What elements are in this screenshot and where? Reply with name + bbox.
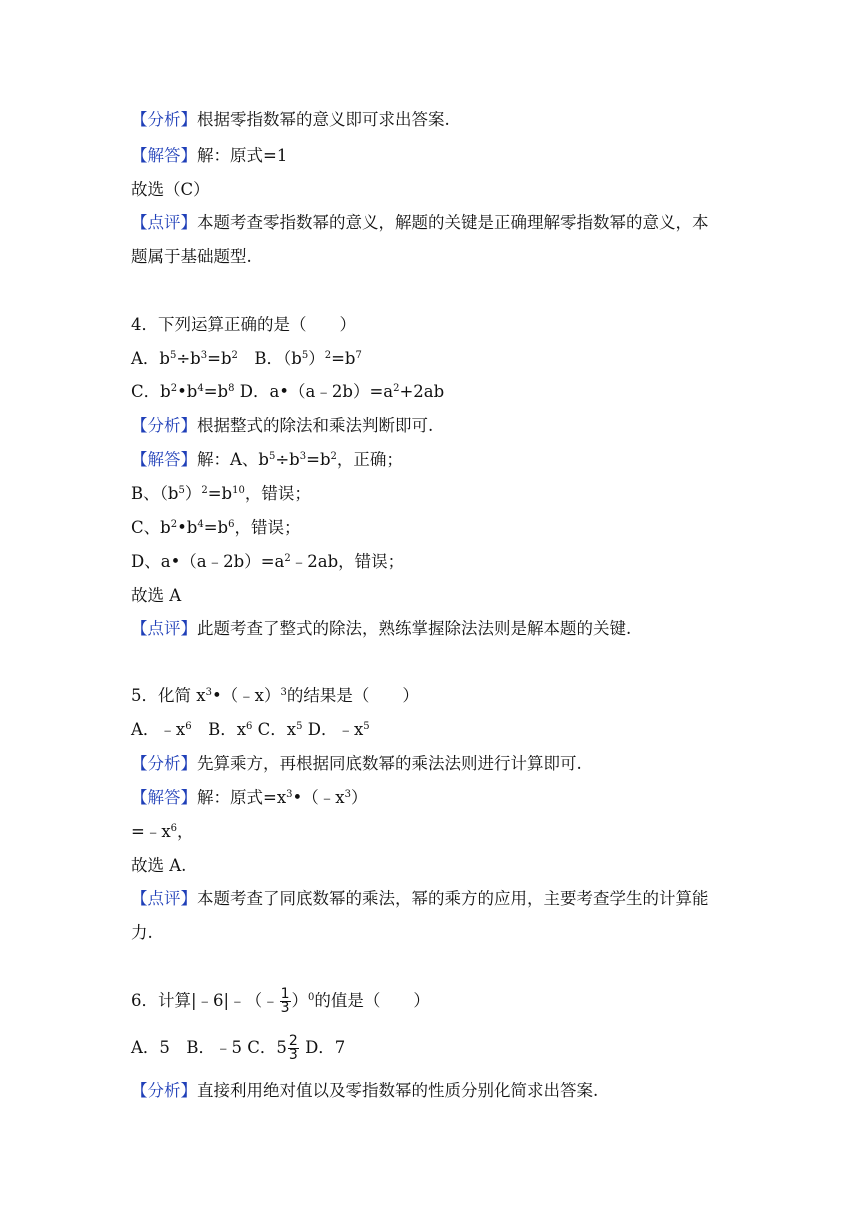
text-run: ﹣2ab，错误； [290,552,405,571]
analysis-line [131,753,582,775]
text-run: =b [306,450,331,469]
question-4-stem [131,314,356,336]
text-run: =﹣x [131,822,171,841]
superscript: 2 [231,350,238,361]
superscript: 6 [170,823,178,834]
fraction-numerator: 2 [288,1033,298,1049]
answer-step [131,517,301,539]
superscript: 2 [330,451,337,462]
superscript: 2 [170,519,178,530]
comment-line [131,618,631,640]
text-run: D．7 [299,1038,346,1057]
text-run: 力. [131,923,153,942]
superscript: 2 [324,350,332,361]
fraction-denominator: 3 [280,1000,290,1016]
superscript: 6 [185,721,192,732]
fraction [280,988,291,1015]
answer-step [131,821,194,843]
comment-tag: 【点评】 [131,213,197,232]
fraction-numerator: 1 [280,986,290,1002]
question-4-options-ab [131,348,362,370]
analysis-tag: 【分析】 [131,110,197,129]
text-run: =b [207,349,232,368]
text-run: 5．化简 x [131,686,206,705]
text-run: 6．计算|﹣6|﹣（﹣ [131,991,279,1010]
text-run: 先算乘方，再根据同底数幂的乘法法则进行计算即可. [197,754,582,773]
choice-line [131,855,186,877]
text-run: =b [203,382,229,401]
answer-line [131,145,287,167]
answer-tag: 【解答】 [131,146,197,165]
comment-tag: 【点评】 [131,889,197,908]
superscript: 5 [301,350,309,361]
text-run: =b [207,484,233,503]
superscript: 2 [284,553,291,564]
text-run: ） [184,484,202,503]
superscript: 5 [268,451,276,462]
fraction-denominator: 3 [288,1047,298,1063]
text-run: 根据零指数幂的意义即可求出答案. [197,110,450,129]
choice-line [131,179,210,201]
superscript: 10 [232,485,245,496]
analysis-tag: 【分析】 [131,416,197,435]
superscript: 3 [344,789,351,800]
question-4-options-cd [131,381,444,403]
text-run: 故选（C） [131,180,210,199]
answer-line [131,787,367,809]
superscript: 7 [355,350,362,361]
answer-tag: 【解答】 [131,788,197,807]
text-run: C、b [131,518,171,537]
text-run: 根据整式的除法和乘法判断即可. [197,416,434,435]
text-run: B．（b [237,349,302,368]
comment-tag: 【点评】 [131,619,197,638]
text-run: 解：A、b [197,450,269,469]
comment-continuation [131,246,252,268]
text-run: ÷b [176,349,201,368]
text-run: 解：原式=x [197,788,287,807]
text-run: ，正确； [336,450,403,469]
superscript: 5 [363,721,370,732]
analysis-line [131,1080,598,1102]
comment-line [131,212,709,234]
text-run: 本题考查零指数幂的意义，解题的关键是正确理解零指数幂的意义，本 [197,213,709,232]
text-run: A．5 B．﹣5 C．5 [131,1038,287,1057]
superscript: 5 [169,350,177,361]
text-run: ，错误； [234,518,301,537]
text-run: D．﹣x [302,720,364,739]
comment-line [131,888,709,910]
text-run: 4．下列运算正确的是（ ） [131,315,356,334]
answer-tag: 【解答】 [131,450,197,469]
text-run: ） [308,349,325,368]
text-run: ） [291,991,309,1010]
superscript: 3 [286,789,293,800]
text-run: B．x [191,720,247,739]
comment-continuation [131,922,153,944]
superscript: 2 [393,383,400,394]
text-run: ， [177,822,194,841]
text-run: •（﹣x [292,788,345,807]
text-run: 的结果是（ ） [286,686,419,705]
superscript: 3 [200,350,208,361]
analysis-tag: 【分析】 [131,754,197,773]
superscript: 2 [201,485,208,496]
text-run: 此题考查了整式的除法，熟练掌握除法法则是解本题的关键. [197,619,632,638]
superscript: 6 [228,519,235,530]
superscript: 3 [280,687,287,698]
text-run: D．a•（a﹣2b）=a [234,382,394,401]
choice-line [131,585,181,607]
superscript: 3 [205,687,212,698]
text-run: A．b [131,349,170,368]
text-run: ，错误； [244,484,311,503]
question-6-options [131,1035,345,1062]
text-run: 解：原式=1 [197,146,288,165]
text-run: C．b [131,382,171,401]
text-run: •b [177,382,198,401]
text-run: C．x [252,720,297,739]
superscript: 0 [308,992,315,1003]
superscript: 5 [296,721,303,732]
text-run: +2ab [399,382,445,401]
question-5-options [131,719,370,741]
fraction [288,1035,299,1062]
superscript: 4 [197,519,204,530]
text-run: ） [350,788,368,807]
text-run: 直接利用绝对值以及零指数幂的性质分别化简求出答案. [197,1081,599,1100]
analysis-line [131,109,450,131]
text-run: 的值是（ ） [314,991,430,1010]
text-run: •（﹣x） [211,686,281,705]
text-run: ÷b [275,450,300,469]
text-run: 本题考查了同底数幂的乘法，幂的乘方的应用，主要考查学生的计算能 [197,889,709,908]
text-run: •b [177,518,198,537]
superscript: 3 [299,451,307,462]
superscript: 6 [246,721,253,732]
superscript: 4 [197,383,204,394]
analysis-tag: 【分析】 [131,1081,197,1100]
answer-step [131,483,311,505]
text-run: 题属于基础题型. [131,247,252,266]
text-run: 故选 A [131,586,182,605]
superscript: 2 [170,383,178,394]
text-run: =b [331,349,356,368]
answer-step [131,551,404,573]
text-run: B、（b [131,484,179,503]
superscript: 8 [228,383,235,394]
answer-line [131,449,403,471]
question-5-stem [131,685,419,707]
text-run: A．﹣x [131,720,186,739]
question-6-stem [131,988,430,1015]
text-run: D、a•（a﹣2b）=a [131,552,285,571]
text-run: 故选 A. [131,856,187,875]
text-run: =b [203,518,229,537]
analysis-line [131,415,433,437]
superscript: 5 [178,485,185,496]
